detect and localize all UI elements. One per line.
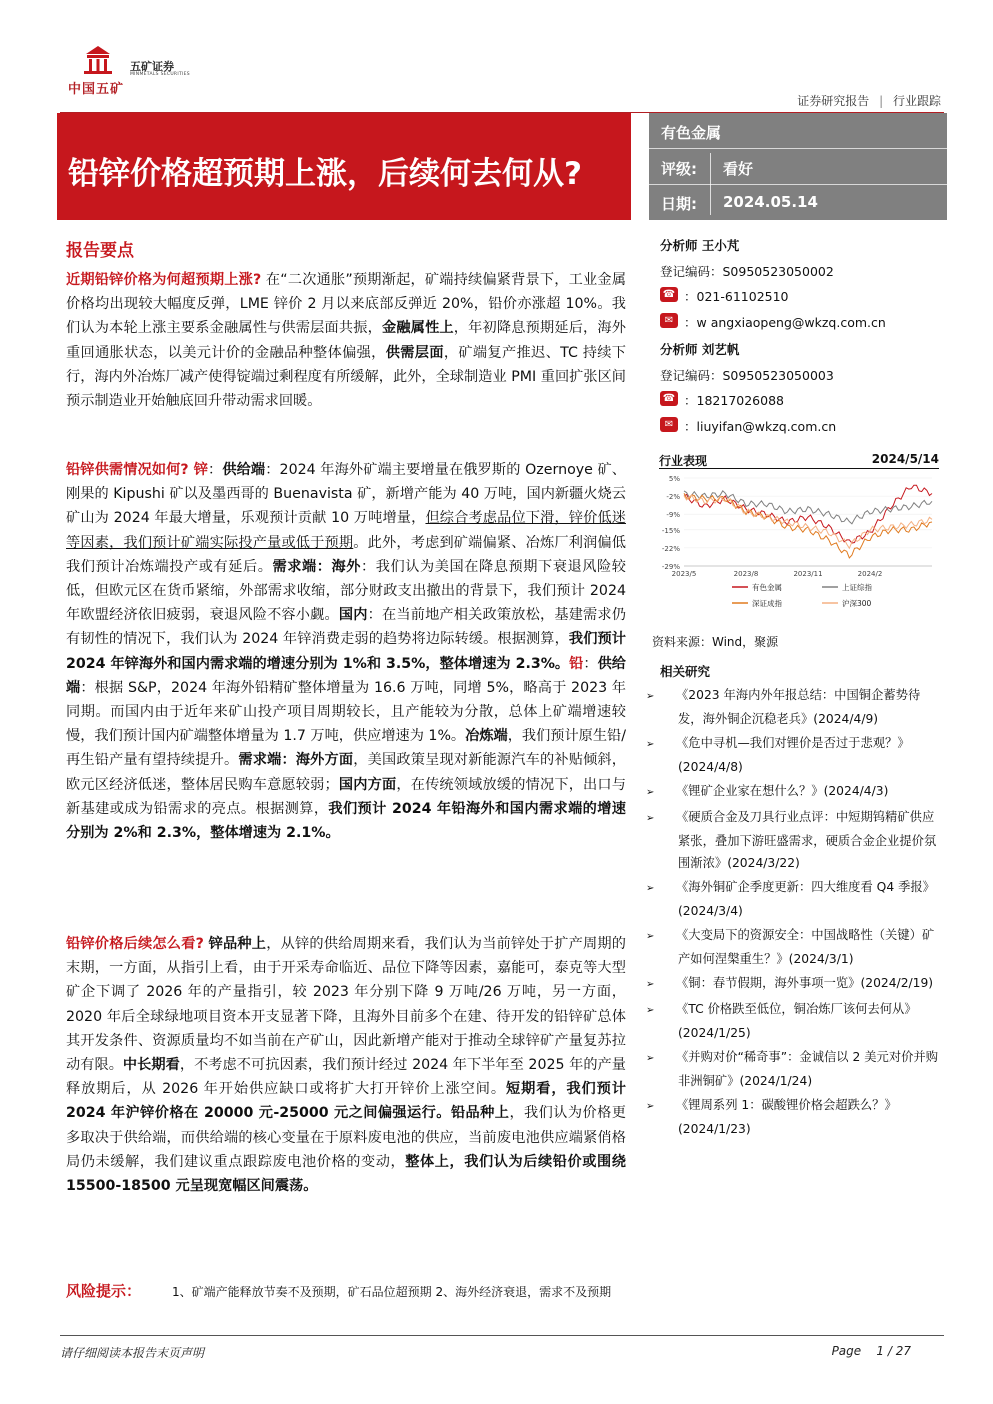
legend-label: 上证综指 xyxy=(842,583,872,592)
related-research-item[interactable] xyxy=(646,780,942,804)
chart-x-tick-label: 2023/8 xyxy=(733,570,759,578)
brand-chinese-name: 中国五矿 xyxy=(68,82,125,97)
legend-label: 有色金属 xyxy=(752,583,782,592)
email-icon: ✉ xyxy=(660,417,678,432)
related-research-item[interactable] xyxy=(646,972,942,996)
paragraph-segment: 。此外，考虑到矿端偏紧、冶炼厂利润偏低我们预计冶炼端投产或有延后。 xyxy=(66,534,626,575)
paragraph-segment: 近期铅锌价格为何超预期上涨? xyxy=(66,272,262,288)
analyst-1-email[interactable]: ：w angxiaopeng@wkzq.com.cn xyxy=(684,315,886,330)
chart-date: 2024/5/14 xyxy=(871,452,939,466)
paragraph-segment: 需求端：海外方面 xyxy=(238,752,354,769)
summary-paragraph-1 xyxy=(66,268,626,413)
related-research-item[interactable] xyxy=(646,806,942,874)
paragraph-segment: 供给端 xyxy=(66,655,626,696)
arrow-icon: ➢ xyxy=(646,691,655,702)
analyst-2-name: 分析师 刘艺帆 xyxy=(660,342,740,357)
paragraph-segment: 金融属性上 xyxy=(381,320,454,337)
page-number xyxy=(832,1344,911,1358)
paragraph-segment: ，从锌的供给周期来看，我们认为当前锌处于扩产周期的末期，一方面，从指引上看，由于开采寿命临近、品位下降等因素，嘉能可，泰克等大型矿企下调了 2026 年的产量指引，较 2023 年分别下降 9 万吨/26 万吨，另一方面，2020 年后全球绿地项目资本开支显著下降，且海外目前多个在建、待开发的铅锌矿总体其开发条件、资源质量均不如当前在产矿山，因此新增产能对于推动全球锌矿产量复苏拉动有限。 xyxy=(66,936,626,1074)
report-kind: 行业跟踪 xyxy=(892,94,941,108)
footer-divider xyxy=(60,1335,944,1336)
date-value: 2024.05.14 xyxy=(723,193,818,211)
paragraph-segment: 国内 xyxy=(338,607,368,624)
arrow-icon: ➢ xyxy=(646,787,655,798)
related-research-item[interactable] xyxy=(646,924,942,970)
related-research-list xyxy=(646,684,942,1142)
paragraph-segment: ，我们认为价格更多取决于供给端，而供给端的核心变量在于原料废电池的供应，当前废电池供应端紧俏格局仍未缓解，我们建议重点跟踪废电池价格的变动， xyxy=(66,1105,626,1170)
arrow-icon: ➢ xyxy=(646,1005,655,1016)
chart-y-tick-label: -2% xyxy=(666,493,680,502)
related-research-item[interactable] xyxy=(646,684,942,730)
arrow-icon: ➢ xyxy=(646,1053,655,1064)
summary-paragraph-3 xyxy=(66,932,626,1198)
related-research-text[interactable]: 《硬质合金及刀具行业点评：中短期钨精矿供应紧张，叠加下游旺盛需求，硬质合金企业提价氛围渐浓》(2024/3/22) xyxy=(676,810,937,870)
chart-title: 行业表现 xyxy=(659,454,708,468)
chart-x-tick-label: 2023/11 xyxy=(793,570,823,578)
analyst-2-phone: ：18217026088 xyxy=(684,393,784,408)
paragraph-segment: ，年初降息预期延后，海外重回通胀状态，以美元计价的金融品种整体偏强， xyxy=(66,320,626,361)
summary-paragraph-2 xyxy=(66,458,626,845)
section-title: 报告要点 xyxy=(66,241,134,261)
analyst-2-reg: 登记编码：S0950523050003 xyxy=(660,368,834,383)
related-research-text[interactable]: 《铜：春节假期，海外事项一览》(2024/2/19) xyxy=(676,976,934,990)
related-research-item[interactable] xyxy=(646,732,942,778)
paragraph-segment: ： xyxy=(583,655,598,672)
chart-source: 资料来源：Wind，聚源 xyxy=(652,635,779,649)
info-column-separator xyxy=(710,153,711,215)
report-type: 证券研究报告 xyxy=(797,94,870,108)
related-research-title: 相关研究 xyxy=(660,664,711,679)
chart-series-line xyxy=(684,491,932,524)
related-research-text[interactable]: 《TC 价格跌至低位，铜冶炼厂该何去何从》(2024/1/25) xyxy=(676,1002,917,1040)
analyst-1-phone: ：021-61102510 xyxy=(684,289,789,304)
paragraph-segment: ，矿端复产推迟、TC 持续下行，海内外冶炼厂减产使得锭端过剩程度有所缓解，此外，全球制造业 PMI 重回扩张区间预示制造业开始触底回升带动需求回暖。 xyxy=(66,344,626,410)
paragraph-segment: 我们预计 2024 年铅海外和国内需求端的增速分别为 2%和 2.3%，整体增速为 2.1%。 xyxy=(66,800,626,842)
paragraph-segment: 铅锌价格后续怎么看? xyxy=(66,936,204,952)
chart-x-tick-label: 2024/2 xyxy=(857,570,883,578)
paragraph-segment: 供给端 xyxy=(222,462,266,478)
arrow-icon: ➢ xyxy=(646,931,655,942)
brand-english-name: MINMETALS SECURITIES xyxy=(130,72,190,77)
related-research-text[interactable]: 《大变局下的资源安全：中国战略性（关键）矿产如何涅槃重生？》(2024/3/1) xyxy=(676,928,935,966)
chart-y-tick-label: 5% xyxy=(668,475,680,483)
related-research-text[interactable]: 《锂矿企业家在想什么？》(2024/4/3) xyxy=(676,784,889,798)
related-research-item[interactable] xyxy=(646,1046,942,1092)
paragraph-segment: 我们预计 2024 年锌海外和国内需求端的增速分别为 1%和 3.5%，整体增速为 2.3%。 xyxy=(66,631,626,672)
analyst-1-phone-number: 021-61102510 xyxy=(696,289,789,304)
paragraph-segment: 铅锌供需情况如何? 锌 xyxy=(66,462,209,478)
phone-icon: ☎ xyxy=(660,287,678,302)
paragraph-segment: 中长期看 xyxy=(122,1057,180,1074)
paragraph-segment: ，在传统领域放缓的情况下，出口与新基建或成为铅需求的亮点。根据测算， xyxy=(66,776,626,817)
chart-x-tick-label: 2023/5 xyxy=(671,570,697,578)
analyst-1-name: 分析师 王小芃 xyxy=(660,238,740,253)
info-divider xyxy=(649,184,947,185)
info-divider xyxy=(649,148,947,149)
paragraph-segment: 短期看，我们预计 2024 年沪锌价格在 20000 元-25000 元之间偏强运行。 xyxy=(66,1081,626,1122)
paragraph-segment: 锌品种上 xyxy=(208,936,267,952)
paragraph-segment: ：根据 S&P，2024 年海外铅精矿整体增量为 16.6 万吨，同增 5%，略高于 2023 年同期。而国内由于近年来矿山投产项目周期较长，且产能较为分散，总体上矿端增速较慢，我们预计国内矿端整体增量为 1.7 万吨，供应增速为 1%。 xyxy=(66,679,626,745)
risk-label: 风险提示： xyxy=(66,1282,142,1300)
related-research-text[interactable]: 《锂周系列 1：碳酸锂价格会超跌么？》(2024/1/23) xyxy=(676,1098,897,1136)
chart-header xyxy=(659,452,939,469)
report-type-breadcrumb xyxy=(797,92,941,109)
paragraph-segment: ：我们认为美国在降息预期下衰退风险较低，但欧元区在货币紧缩，外部需求收缩，部分财政支出撤出的背景下，我们预计 2024 年欧盟经济依旧疲弱，衰退风险不容小觑。 xyxy=(66,558,626,624)
arrow-icon: ➢ xyxy=(646,739,655,750)
related-research-item[interactable] xyxy=(646,876,942,922)
related-research-text[interactable]: 《2023 年海内外年报总结：中国铜企蓄势待发，海外铜企沉稳老兵》(2024/4/9) xyxy=(676,688,921,726)
paragraph-segment: ：在当前地产相关政策放松，基建需求仍有韧性的情况下，我们认为 2024 年锌消费走弱的趋势将边际转缓。根据测算， xyxy=(66,607,626,648)
paragraph-segment: ：2024 年海外矿端主要增量在俄罗斯的 Ozernoye 矿、刚果的 Kipushi 矿以及墨西哥的 Buenavista 矿，新增产能为 40 万吨，国内新疆火烧云矿山为 2024 年最大增量，乐观预计贡献 10 万吨增量， xyxy=(66,462,626,527)
related-research-text[interactable]: 《海外铜矿企季度更新：四大维度看 Q4 季报》(2024/3/4) xyxy=(676,880,935,918)
paragraph-segment: 铅品种上 xyxy=(450,1105,510,1122)
arrow-icon: ➢ xyxy=(646,813,655,824)
risk-text: 1、矿端产能释放节奏不及预期，矿石品位超预期 2、海外经济衰退，需求不及预期 xyxy=(172,1285,612,1299)
legend-label: 沪深300 xyxy=(842,599,872,608)
breadcrumb-separator: | xyxy=(879,94,884,108)
related-research-item[interactable] xyxy=(646,998,942,1044)
brand-name: 五矿证券 xyxy=(130,60,174,73)
date-label: 日期: xyxy=(661,195,697,213)
legend-label: 深证成指 xyxy=(752,599,782,608)
phone-icon: ☎ xyxy=(660,391,678,406)
arrow-icon: ➢ xyxy=(646,883,655,894)
chart-y-tick-label: -29% xyxy=(661,563,680,571)
related-research-text[interactable]: 《并购对价“稀奇事”：金诚信以 2 美元对价并购非洲铜矿》(2024/1/24) xyxy=(676,1050,939,1088)
page-label: Page xyxy=(831,1344,862,1358)
industry-performance-chart xyxy=(652,470,942,620)
chart-y-tick-label: -9% xyxy=(666,511,680,520)
page-count: 1 / 27 xyxy=(876,1344,911,1358)
company-logo-icon xyxy=(78,44,118,76)
analyst-2-email[interactable]: ：liuyifan@wkzq.com.cn xyxy=(684,419,837,434)
report-title: 铅锌价格超预期上涨，后续何去何从? xyxy=(68,156,582,192)
rating-value: 看好 xyxy=(723,160,754,178)
paragraph-segment: 需求端：海外 xyxy=(272,558,362,575)
sector-label: 有色金属 xyxy=(661,124,722,142)
analyst-2-email-address[interactable]: liuyifan@wkzq.com.cn xyxy=(696,419,837,434)
paragraph-segment: ，我们预计原生铅/再生铅产量有望持续提升。 xyxy=(66,728,626,769)
paragraph-segment: 冶炼端 xyxy=(465,728,508,745)
related-research-item[interactable] xyxy=(646,1094,942,1140)
rating-info-box xyxy=(649,113,947,220)
chart-y-tick-label: -22% xyxy=(661,544,680,553)
chart-header-rule xyxy=(659,468,939,469)
chart-y-tick-label: -15% xyxy=(661,526,680,535)
rating-label: 评级: xyxy=(661,160,697,178)
related-research-text[interactable]: 《危中寻机—我们对锂价是否过于悲观？》(2024/4/8) xyxy=(676,736,910,774)
arrow-icon: ➢ xyxy=(646,1101,655,1112)
footer-disclaimer: 请仔细阅读本报告末页声明 xyxy=(60,1346,205,1360)
analyst-2-phone-number: 18217026088 xyxy=(696,393,784,408)
paragraph-segment: ，美国政策呈现对新能源汽车的补贴倾斜，欧元区经济低迷，整体居民购车意愿较弱； xyxy=(66,752,626,793)
paragraph-segment: 但综合考虑品位下滑，锌价低迷等因素，我们预计矿端实际投产量或低于预期 xyxy=(66,510,626,551)
paragraph-segment: 铅 xyxy=(569,655,584,672)
analyst-1-reg: 登记编码：S0950523050002 xyxy=(660,264,834,279)
email-icon: ✉ xyxy=(660,313,678,328)
analyst-1-email-address[interactable]: w angxiaopeng@wkzq.com.cn xyxy=(696,315,886,330)
paragraph-segment: 国内方面 xyxy=(338,776,397,793)
arrow-icon: ➢ xyxy=(646,979,655,990)
chart-series-line xyxy=(684,493,932,558)
paragraph-segment: ： xyxy=(208,462,223,478)
paragraph-segment: ，不考虑不可抗因素，我们预计经过 2024 年下半年至 2025 年的产量释放期后，从 2026 年开始供应缺口或将扩大打开锌价上涨空间。 xyxy=(66,1057,626,1098)
paragraph-segment: 供需层面 xyxy=(385,344,444,361)
paragraph-segment: 在“二次通胀”预期渐起，矿端持续偏紧背景下，工业金属价格均出现较大幅度反弹，LME 锌价 2 月以来底部反弹近 20%，铅价亦涨超 10%。我们认为本轮上涨主要系金融属性与供需层面共振， xyxy=(66,272,627,337)
chart-series-line xyxy=(684,495,932,548)
paragraph-segment: 整体上，我们认为后续铅价或围绕 15500-18500 元呈现宽幅区间震荡。 xyxy=(66,1153,626,1195)
